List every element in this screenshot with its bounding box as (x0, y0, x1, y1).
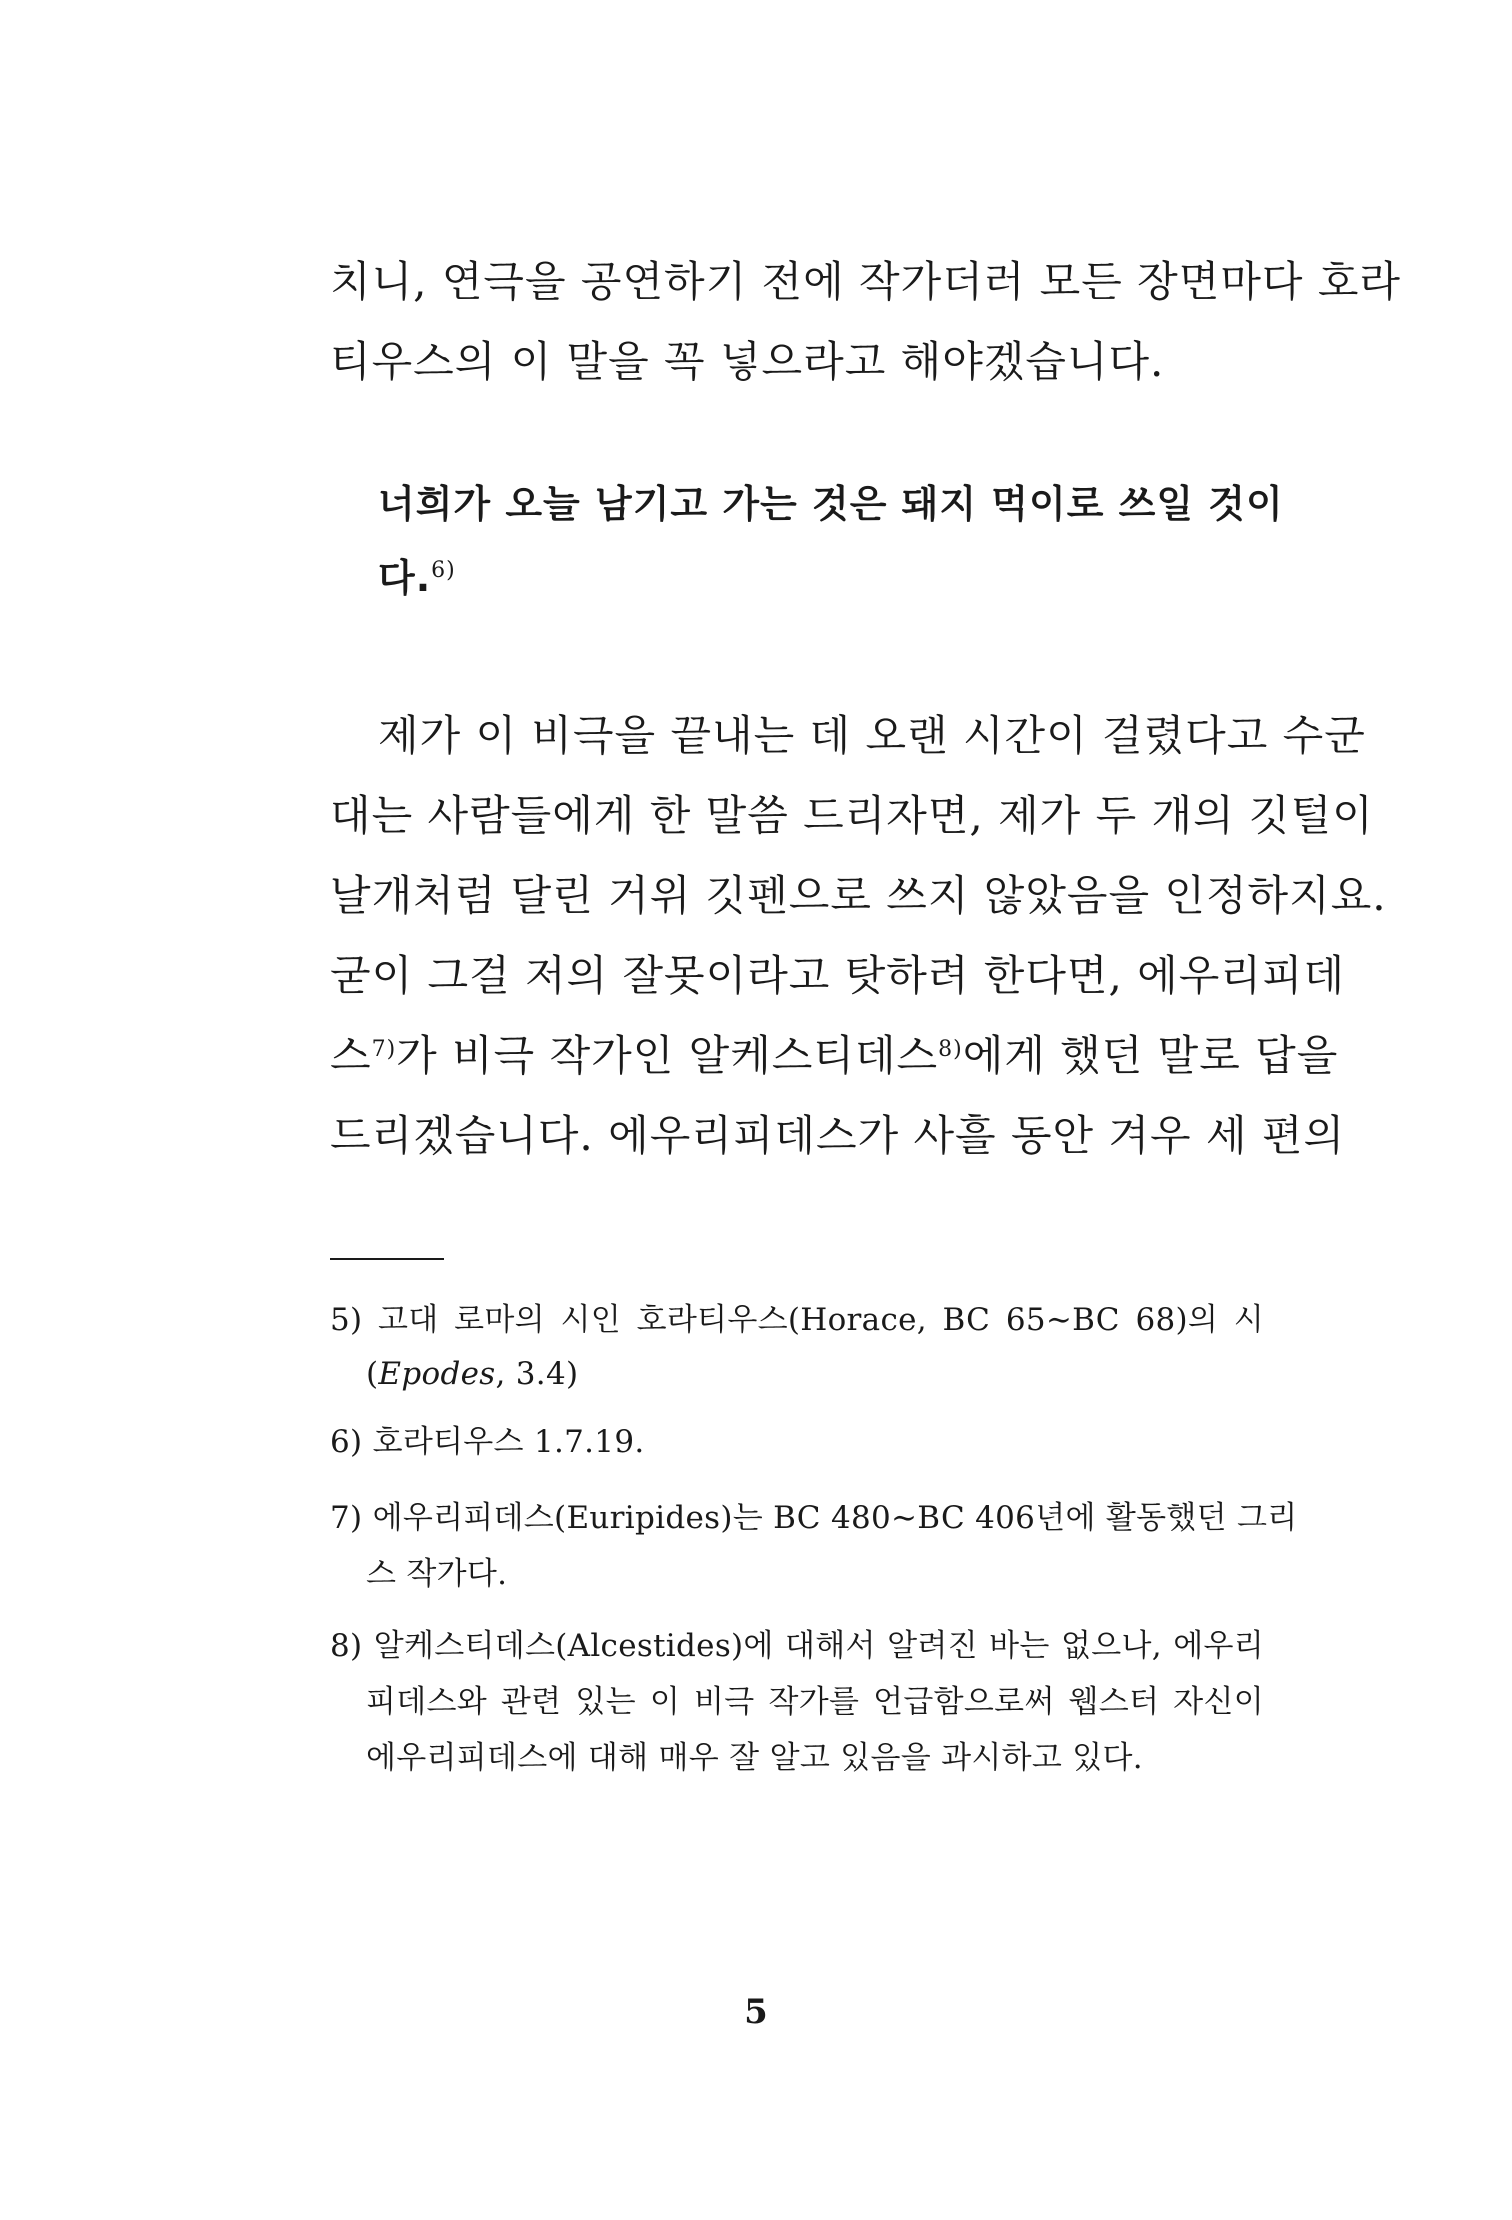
footnote-5-line-1: 5) 고대 로마의 시인 호라티우스(Horace, BC 65∼BC 68)의 시 (330, 1302, 1264, 1338)
paragraph-main-line-1: 제가 이 비극을 끝내는 데 오랜 시간이 걸렸다고 수군 (378, 711, 1366, 760)
paragraph-main-line-6: 드리겠습니다. 에우리피데스가 사흘 동안 겨우 세 편의 (330, 1111, 1346, 1160)
footnote-ref-6: 6) (431, 558, 456, 583)
quotation-line-2 (378, 550, 456, 606)
footnote-ref-7: 7) (371, 1037, 397, 1062)
quotation-line-1: 너희가 오늘 남기고 가는 것은 돼지 먹이로 쓰일 것이 (378, 482, 1284, 526)
paragraph-main-line-2: 대는 사람들에게 한 말씀 드리자면, 제가 두 개의 깃털이 (330, 791, 1374, 840)
footnote-8-line-3: 에우리피데스에 대해 매우 잘 알고 있음을 과시하고 있다. (366, 1740, 1143, 1776)
paragraph-main-line-5-b: 가 비극 작가인 알케스티데스 (396, 1031, 939, 1080)
footnote-7-line-2: 스 작가다. (366, 1556, 508, 1592)
footnote-5-paren: ( (366, 1356, 379, 1392)
footnote-6-line-1: 6) 호라티우스 1.7.19. (330, 1424, 645, 1460)
paragraph-main-line-3: 날개처럼 달린 거위 깃펜으로 쓰지 않았음을 인정하지요. (330, 871, 1387, 920)
footnote-8-line-1: 8) 알케스티데스(Alcestides)에 대해서 알려진 바는 없으나, 에우리 (330, 1628, 1264, 1664)
paragraph-main-line-4: 굳이 그걸 저의 잘못이라고 탓하려 한다면, 에우리피데 (330, 951, 1346, 1000)
paragraph-main-line-5 (330, 1026, 1339, 1086)
footnote-5-work-title: Epodes (378, 1356, 496, 1392)
paragraph-continuation-line-1: 치니, 연극을 공연하기 전에 작가더러 모든 장면마다 호라 (330, 257, 1401, 306)
page-number: 5 (744, 1992, 768, 2032)
paragraph-continuation-line-2: 티우스의 이 말을 꼭 넣으라고 해야겠습니다. (330, 337, 1165, 386)
footnote-divider (330, 1258, 444, 1260)
footnote-7-line-1: 7) 에우리피데스(Euripides)는 BC 480∼BC 406년에 활동했던 그리 (330, 1500, 1298, 1536)
paragraph-main-line-5-a: 스 (330, 1031, 372, 1080)
footnote-5-line-2 (366, 1352, 578, 1396)
footnote-5-citation: , 3.4) (495, 1356, 579, 1392)
footnote-8-line-2: 피데스와 관련 있는 이 비극 작가를 언급함으로써 웹스터 자신이 (366, 1684, 1264, 1720)
paragraph-main-line-5-c: 에게 했던 말로 답을 (962, 1031, 1339, 1080)
footnote-ref-8: 8) (938, 1037, 963, 1062)
quotation-text-end: 다. (378, 556, 432, 600)
